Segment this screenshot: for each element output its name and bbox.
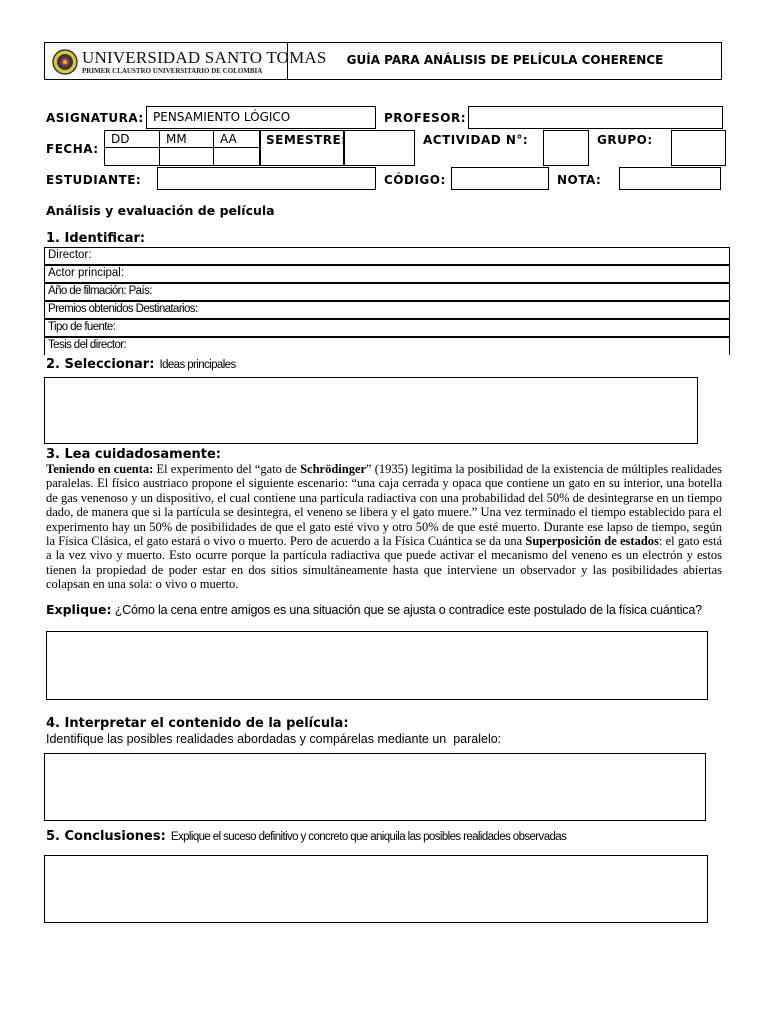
year-header: AA: [220, 132, 237, 146]
codigo-label: CÓDIGO:: [384, 173, 446, 187]
superposition-term: Superposición de estados: [525, 534, 659, 549]
thesis-row[interactable]: Tesis del director:: [44, 337, 730, 355]
profesor-field[interactable]: [468, 106, 723, 129]
fecha-label: FECHA:: [46, 142, 99, 156]
profesor-label: PROFESOR:: [384, 111, 467, 125]
section3-heading: 3. Lea cuidadosamente:: [46, 447, 221, 462]
grupo-field[interactable]: [671, 130, 726, 166]
paragraph-lead: Teniendo en cuenta:: [46, 462, 154, 476]
paragraph-part2: ” (1935) legitima la posibilidad de la existencia de múltiples realidades paralelas. El físico austriaco propone el siguiente escenario: “una caja cerrada y opaca que contiene un gato en su interior, una botella de gas venenoso y un dispositivo, el cual contiene una partícula radiactiva con una probabilidad del 50% de desintegrarse en un tiempo dado, de manera que si la partícula se desintegra, el veneno se libera y el gato muere.” Una vez terminado el tiempo establecido para el experimento hay un 50% de posibilidades de que el gato esté vivo y otro 50% de que esté muerto. Durante ese lapso de tiempo, según la Física Clásica, el gato estará o vivo o muerto. Pero de acuerdo a la Física Cuántica se da una: [46, 462, 722, 549]
explique-label: Explique:: [46, 602, 112, 617]
paragraph-part1: El experimento del “gato de: [153, 462, 301, 476]
month-field[interactable]: [160, 148, 212, 165]
estudiante-label: ESTUDIANTE:: [46, 173, 142, 187]
university-tagline: PRIMER CLAUSTRO UNIVERSITARIO DE COLOMBIA: [82, 67, 263, 75]
schrodinger-paragraph: [46, 462, 722, 592]
document-title: GUÍA PARA ANÁLISIS DE PELÍCULA COHERENCE: [346, 53, 664, 67]
section5-subtitle: Explique el suceso definitivo y concreto que aniquila las posibles realidades observadas: [170, 831, 567, 843]
intro-heading: Análisis y evaluación de película: [46, 203, 275, 218]
asignatura-label: ASIGNATURA:: [46, 111, 144, 125]
nota-field[interactable]: [619, 167, 721, 190]
section4-heading: 4. Interpretar el contenido de la película:: [46, 716, 349, 731]
estudiante-field[interactable]: [157, 167, 376, 190]
actividad-field[interactable]: [543, 130, 589, 166]
awards-row[interactable]: Premios obtenidos Destinatarios:: [44, 301, 730, 319]
paragraph-part3: : el gato está a la vez vivo y muerto. Esto ocurre porque la partícula radiactiva que puede activar el mecanismo del veneno es un electrón y estos tienen la propiedad de poder estar en dos sitios simultáneamente hasta que interviene un observador y las posibilidades abiertas colapsan en una sola: o vivo o muerto.: [46, 534, 722, 592]
year-country-row[interactable]: Año de filmación: País:: [44, 283, 730, 301]
semestre-field[interactable]: [344, 130, 415, 166]
interpretation-answer-box[interactable]: [44, 753, 706, 821]
section2-subtitle: Ideas principales: [159, 359, 236, 371]
year-field[interactable]: [214, 148, 259, 165]
grupo-label: GRUPO:: [597, 133, 653, 147]
schrodinger-name: Schrödinger: [300, 462, 367, 476]
section2-line: [46, 353, 236, 372]
university-name: UNIVERSIDAD SANTO TOMAS: [82, 48, 327, 67]
university-seal-icon: [52, 49, 78, 75]
director-row[interactable]: Director:: [44, 247, 730, 265]
conclusions-answer-box[interactable]: [44, 855, 708, 923]
section4-subtitle: Identifique las posibles realidades abordadas y compárelas mediante un paralelo:: [46, 732, 502, 746]
section5-heading: 5. Conclusiones:: [46, 829, 166, 844]
actividad-label: ACTIVIDAD N°:: [423, 133, 529, 147]
asignatura-field[interactable]: PENSAMIENTO LÓGICO: [146, 106, 376, 129]
actor-row[interactable]: Actor principal:: [44, 265, 730, 283]
semestre-label: SEMESTRE:: [266, 133, 347, 147]
day-field[interactable]: [105, 148, 158, 165]
explique-question: ¿Cómo la cena entre amigos es una situación que se ajusta o contradice este postulado de la física cuántica?: [111, 603, 702, 617]
codigo-field[interactable]: [451, 167, 549, 190]
section2-heading: 2. Seleccionar:: [46, 357, 155, 372]
nota-label: NOTA:: [557, 173, 602, 187]
day-header: DD: [111, 132, 130, 146]
explique-answer-box[interactable]: [46, 631, 708, 700]
section5-line: [46, 825, 566, 844]
source-type-row[interactable]: Tipo de fuente:: [44, 319, 730, 337]
month-header: MM: [166, 132, 187, 146]
ideas-answer-box[interactable]: [44, 377, 698, 444]
university-logo: [50, 48, 327, 76]
explique-line: [46, 602, 702, 617]
section1-heading: 1. Identificar:: [46, 231, 146, 246]
